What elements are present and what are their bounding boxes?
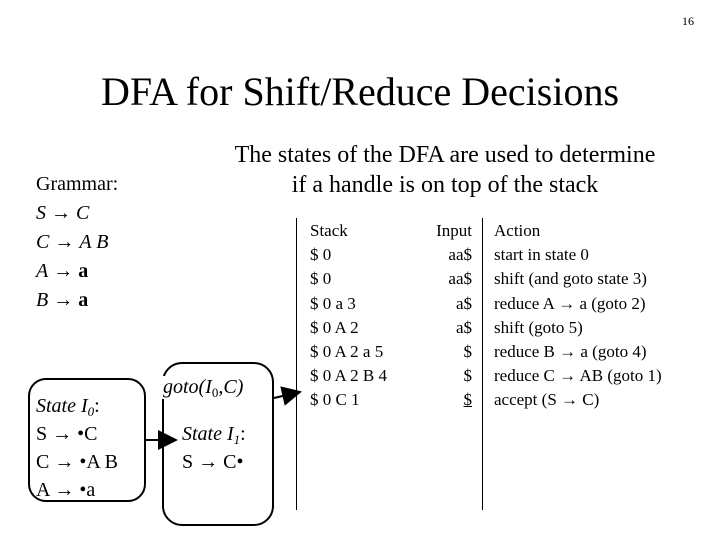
goto-label: $goto(I_0,C)$ (160, 376, 246, 399)
item: A → •a (36, 479, 96, 501)
stack-cell: $ 0 (310, 269, 332, 289)
table-divider (296, 218, 297, 510)
stack-header: Stack (310, 221, 348, 240)
action-header: Action (494, 221, 541, 240)
state-i1-title: State $I_1$: (182, 423, 246, 447)
stack-cell: $ 0 A 2 B 4 (310, 366, 387, 386)
input-cell: $ (463, 366, 472, 386)
input-header: Input (436, 221, 472, 240)
action-column (494, 219, 662, 413)
stack-cell: $ 0 A 2 (310, 317, 359, 337)
subtitle-line-1: The states of the DFA are used to determine (234, 142, 656, 168)
input-cell: aa$ (448, 269, 472, 289)
slide-title: DFA for Shift/Reduce Decisions (100, 69, 620, 114)
stack-cell: $ 0 A 2 a 5 (310, 341, 384, 361)
stack-column (310, 219, 387, 413)
state-i0-box (28, 378, 146, 502)
action-cell: shift (and goto state 3) (494, 269, 647, 289)
item: C → •A B (36, 451, 119, 473)
input-cell: $ (463, 341, 472, 361)
action-cell: reduce A → a (goto 2) (494, 293, 646, 313)
action-cell: reduce B → a (goto 4) (494, 341, 647, 361)
action-cell: start in state 0 (494, 245, 589, 265)
input-cell: a$ (455, 293, 472, 313)
table-divider (482, 218, 483, 510)
stack-cell: $ 0 (310, 245, 332, 265)
input-cell: $ (463, 390, 472, 410)
item: S → C• (182, 451, 244, 473)
grammar-rule: S → C (36, 202, 90, 224)
stack-cell: $ 0 a 3 (310, 293, 356, 313)
stack-cell: $ 0 C 1 (310, 390, 360, 410)
action-cell: reduce C → AB (goto 1) (494, 366, 662, 386)
state-i0-title: State $I_0$: (36, 395, 100, 419)
grammar-heading: Grammar: (36, 173, 119, 195)
subtitle-line-2: if a handle is on top of the stack (291, 172, 599, 198)
grammar-rule: A → a (36, 260, 89, 282)
action-cell: shift (goto 5) (494, 317, 583, 337)
input-cell: aa$ (448, 245, 472, 265)
input-cell: a$ (455, 317, 472, 337)
item: S → •C (36, 423, 98, 445)
action-cell: accept (S → C) (494, 390, 600, 410)
grammar-rule: C → A B (36, 231, 109, 253)
input-column (420, 219, 472, 413)
grammar-rule: B → a (36, 289, 89, 311)
page-number: 16 (682, 14, 694, 28)
